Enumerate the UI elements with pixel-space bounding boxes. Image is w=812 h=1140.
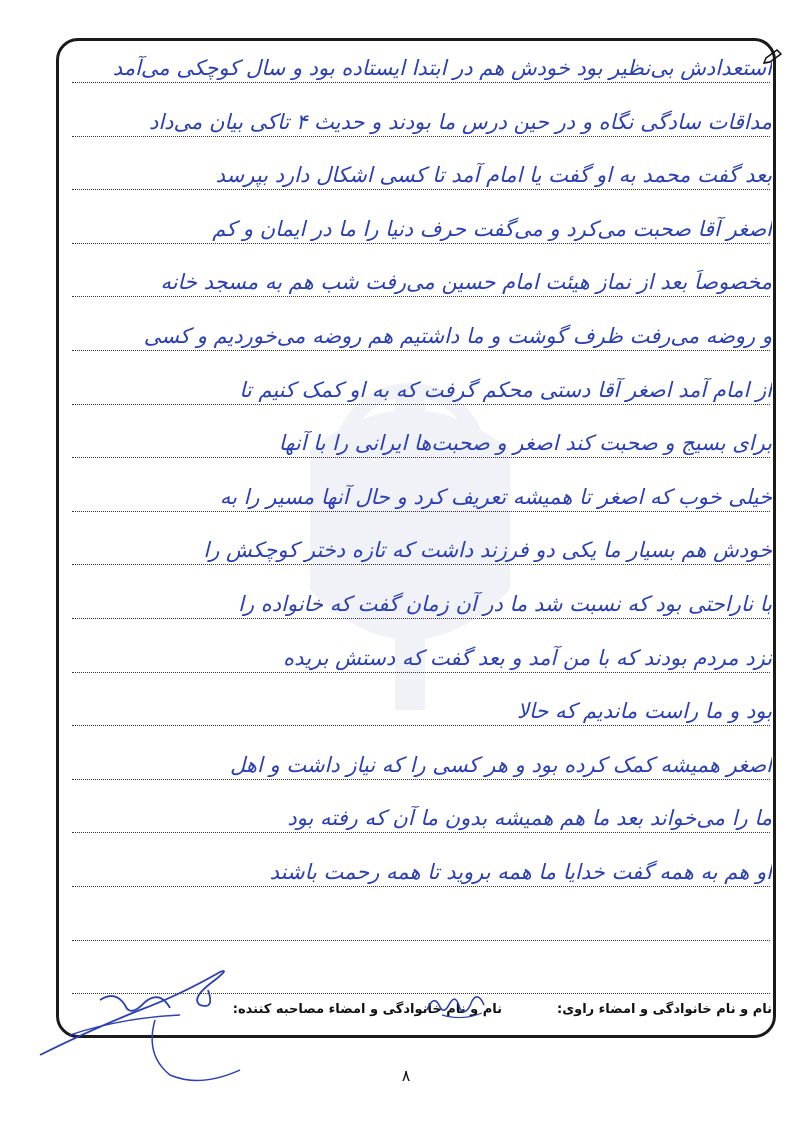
ruled-line [72, 940, 770, 941]
ruled-line [72, 82, 770, 83]
handwritten-line: بعد گفت محمد به او گفت یا امام آمد تا کسی اشکال دارد بپرسد [215, 163, 772, 188]
interviewer-signature-label: نام و نام خانوادگی و امضاء مصاحبه کننده: [232, 1002, 502, 1017]
handwritten-line: نزد مردم بودند که با من آمد و بعد گفت که دستش بریده [283, 645, 772, 670]
handwritten-line: مخصوصاً بعد از نماز هیئت امام حسین می‌رفت شب هم به مسجد خانه [160, 270, 772, 295]
ruled-line [72, 725, 770, 726]
handwritten-line: ما را می‌خواند بعد ما هم همیشه بدون ما آن که رفته بود [287, 806, 772, 831]
ruled-line [72, 564, 770, 565]
handwritten-line: خیلی خوب که اصغر تا همیشه تعریف کرد و حال آنها مسیر را به [219, 484, 772, 509]
ruled-line [72, 457, 770, 458]
ruled-line [72, 404, 770, 405]
ruled-line [72, 672, 770, 673]
ruled-line [72, 779, 770, 780]
handwritten-line: و روضه می‌رفت ظرف گوشت و ما داشتیم هم روضه می‌خوردیم و کسی [143, 324, 772, 348]
ruled-line [72, 832, 770, 833]
handwritten-line: مداقات سادگی نگاه و در حین درس ما بودند و حدیث ۴ تاکی بیان می‌داد [148, 109, 772, 134]
ruled-line [72, 511, 770, 512]
ruled-line [72, 350, 770, 351]
narrator-signature-label: نام و نام خانوادگی و امضاء راوی: [557, 1002, 772, 1017]
handwritten-line: اصغر همیشه کمک کرده بود و هر کسی را که نیاز داشت و اهل [230, 752, 772, 777]
handwritten-line: بود و ما راست ماندیم که حالا [516, 699, 772, 724]
handwritten-line: او هم به همه گفت خدایا ما همه بروید تا همه رحمت باشند [269, 860, 772, 884]
handwritten-line: برای بسیج و صحبت کند اصغر و صحبت‌ها ایرانی را با آنها [278, 431, 772, 456]
ruled-line [72, 189, 770, 190]
ruled-line [72, 886, 770, 887]
ruled-line [72, 618, 770, 619]
handwritten-line: استعدادش بی‌نظیر بود خودش هم در ابتدا ایستاده بود و سال کوچکی می‌آمد [112, 56, 772, 80]
page-number: ۸ [401, 1066, 411, 1085]
handwritten-line: از امام آمد اصغر آقا دستی محکم گرفت که به او کمک کنیم تا [239, 377, 772, 402]
interviewer-signature [422, 985, 492, 1025]
ruled-line [72, 136, 770, 137]
handwritten-line: با ناراحتی بود که نسبت شد ما در آن زمان گفت که خانواده را [238, 592, 772, 616]
ruled-line [72, 296, 770, 297]
handwritten-line: اصغر آقا صحبت می‌کرد و می‌گفت حرف دنیا را ما در ایمان و کم [212, 216, 772, 241]
ruled-line [72, 243, 770, 244]
handwritten-line: خودش هم بسیار ما یکی دو فرزند داشت که تازه دختر کوچکش را [203, 538, 772, 563]
